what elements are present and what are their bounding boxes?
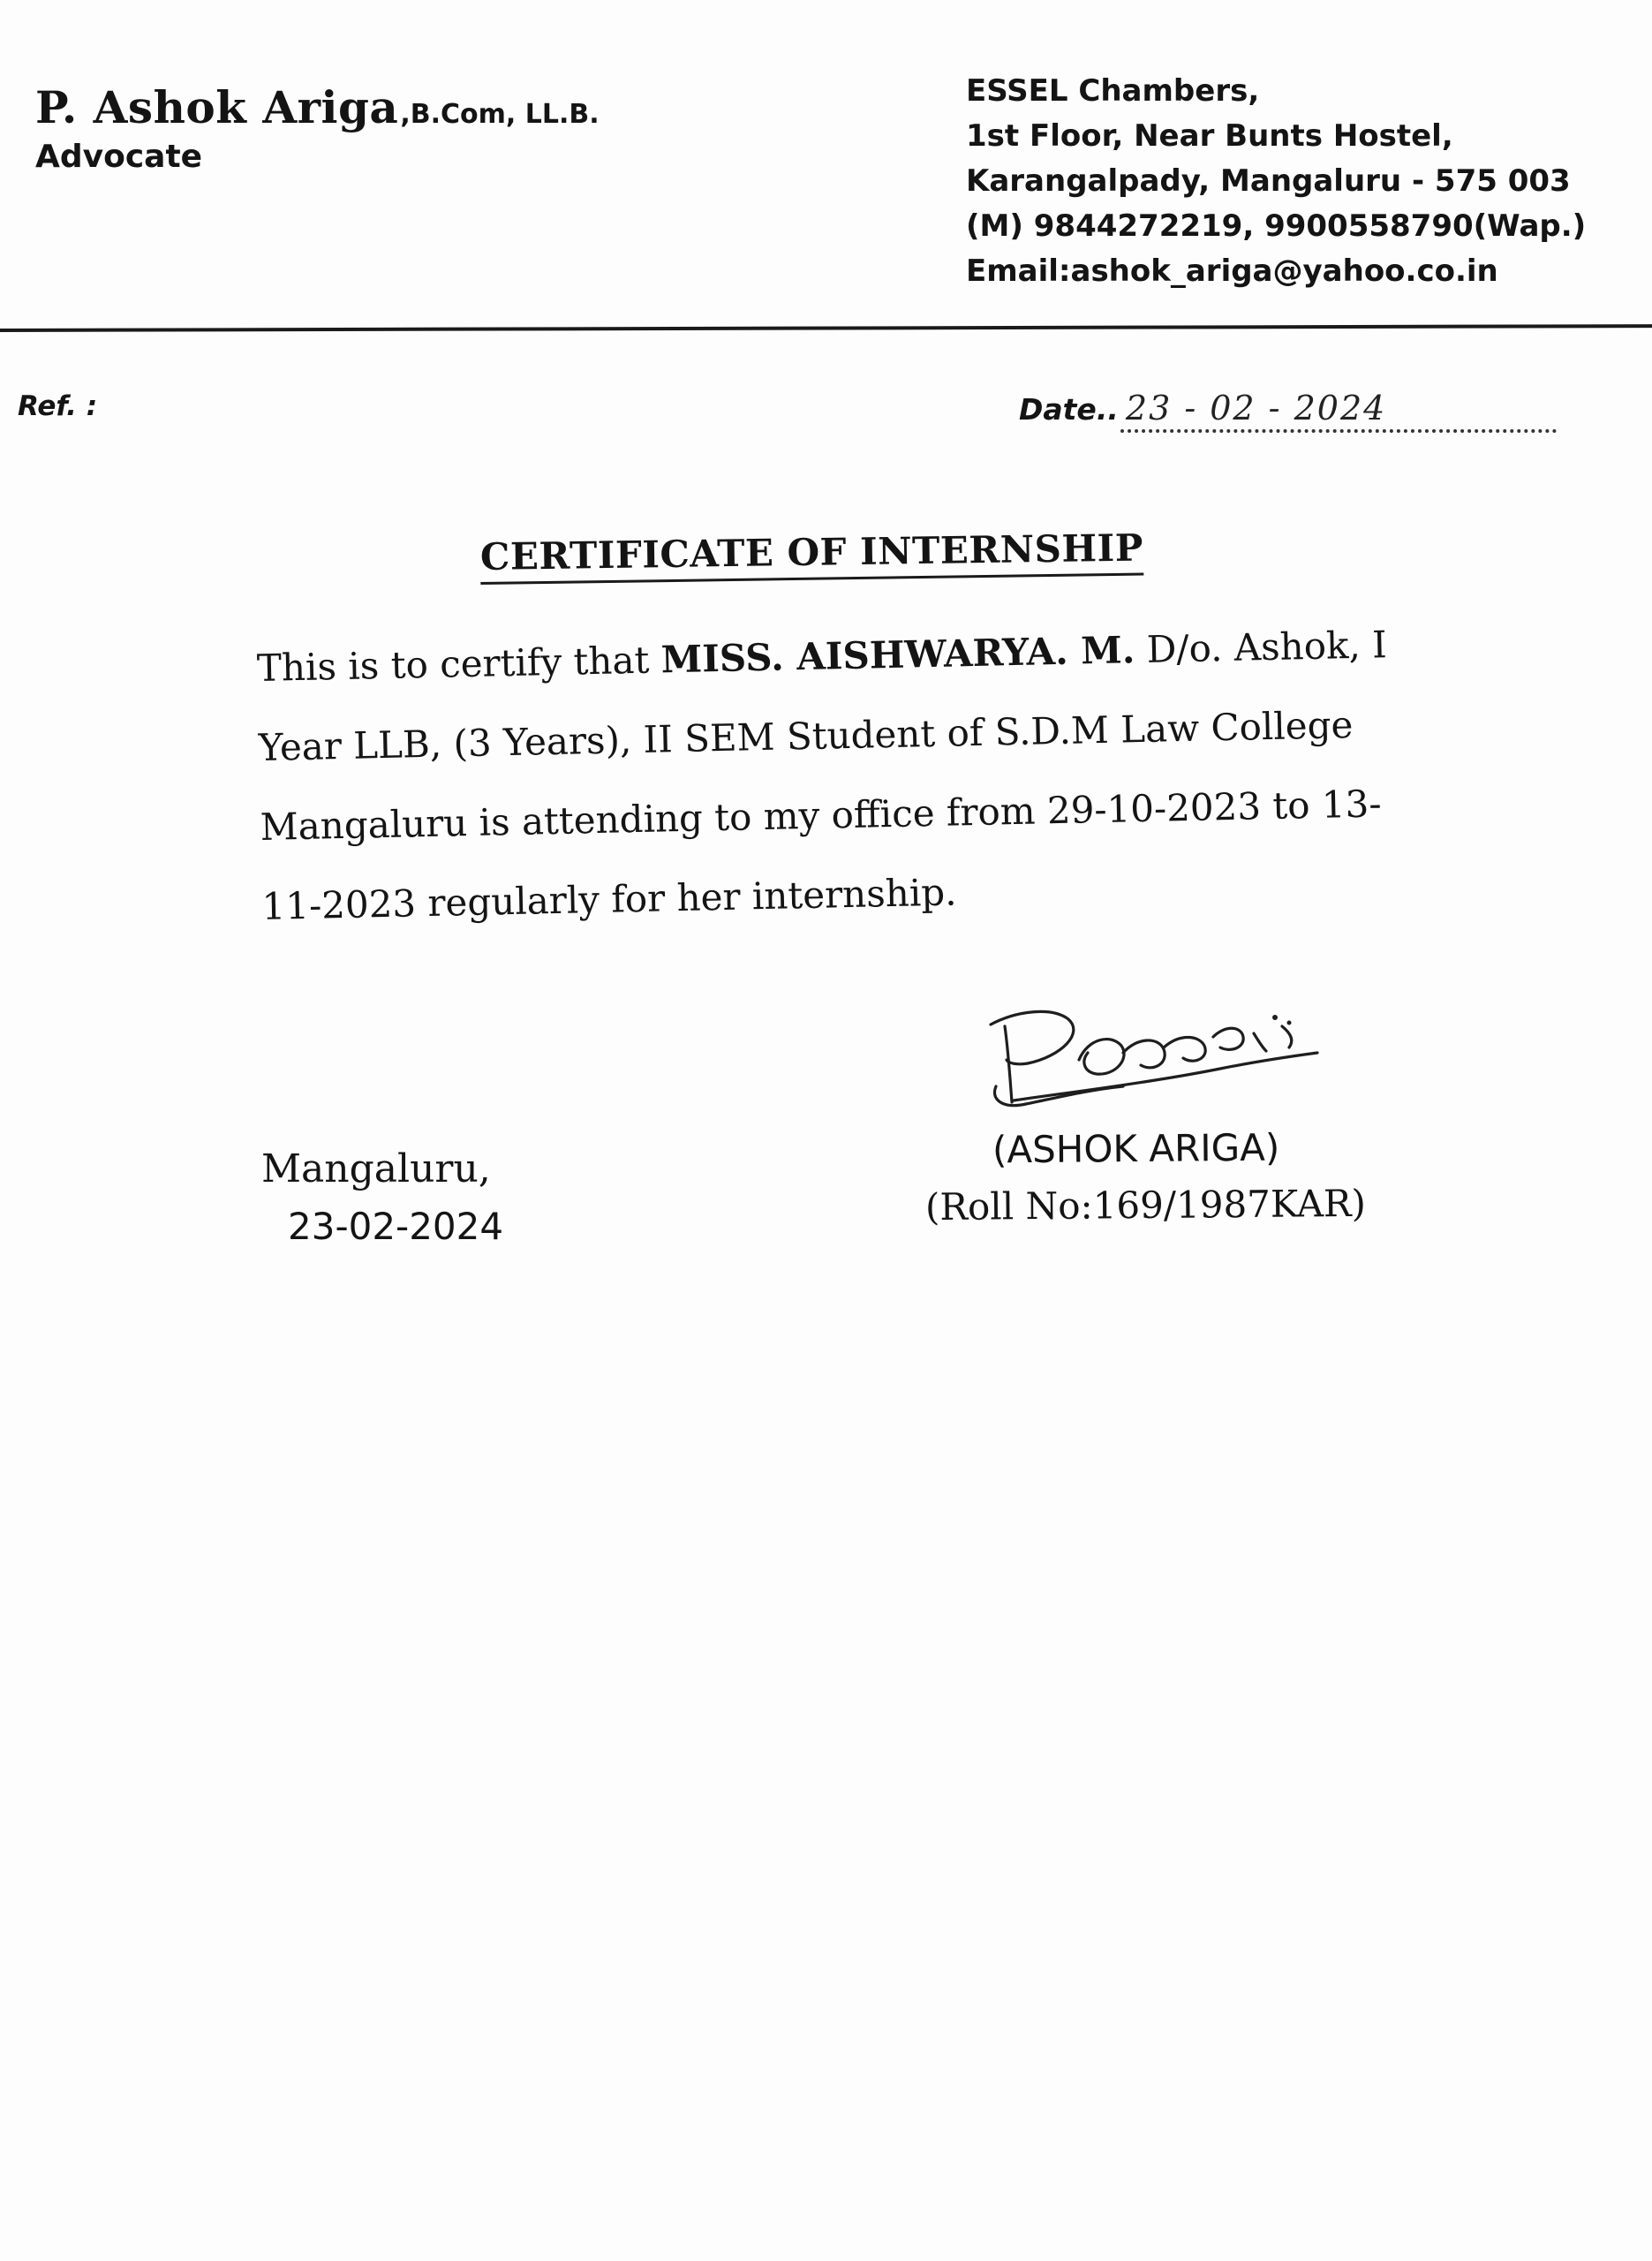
- address-line-email: Email:ashok_ariga@yahoo.co.in: [966, 253, 1498, 289]
- advocate-qualifications: ,B.Com, LL.B.: [400, 99, 600, 130]
- address-line-floor: 1st Floor, Near Bunts Hostel,: [966, 118, 1453, 154]
- signature-scribble: [955, 998, 1353, 1122]
- certificate-title: CERTIFICATE OF INTERNSHIP: [480, 526, 1144, 585]
- body-line-3: Mangaluru is attending to my office from 29-10-2023 to 13-: [260, 782, 1383, 849]
- address-line-building: ESSEL Chambers,: [966, 73, 1260, 109]
- date-row: [1019, 389, 1566, 433]
- date-label: Date..: [1019, 392, 1119, 427]
- date-value-handwritten: 23 - 02 - 2024: [1120, 389, 1557, 433]
- issue-date: 23-02-2024: [288, 1205, 504, 1248]
- signatory-roll-number: (Roll No:169/1987KAR): [924, 1181, 1367, 1229]
- body-line-2: Year LLB, (3 Years), II SEM Student of S.D.M Law College: [258, 703, 1354, 769]
- address-line-city: Karangalpady, Mangaluru - 575 003: [966, 163, 1571, 199]
- ref-label: Ref. :: [18, 390, 98, 422]
- advocate-name: P. Ashok Ariga: [35, 81, 399, 133]
- issue-place: Mangaluru,: [261, 1146, 491, 1191]
- body-line-1-prefix: This is to certify that: [256, 638, 662, 690]
- certificate-body: [256, 602, 1507, 946]
- address-line-phone: (M) 9844272219, 9900558790(Wap.): [966, 208, 1587, 244]
- body-line-1-suffix: D/o. Ashok, I: [1134, 623, 1388, 672]
- advocate-name-row: [35, 81, 830, 133]
- letterhead-left: [35, 81, 830, 175]
- letterhead-divider: [0, 324, 1652, 332]
- advocate-role: Advocate: [35, 139, 203, 175]
- body-line-4: 11-2023 regularly for her internship.: [261, 870, 957, 928]
- signatory-name: (ASHOK ARIGA): [992, 1125, 1280, 1172]
- letterhead-address: [966, 69, 1637, 294]
- student-name: MISS. AISHWARYA. M.: [660, 628, 1135, 682]
